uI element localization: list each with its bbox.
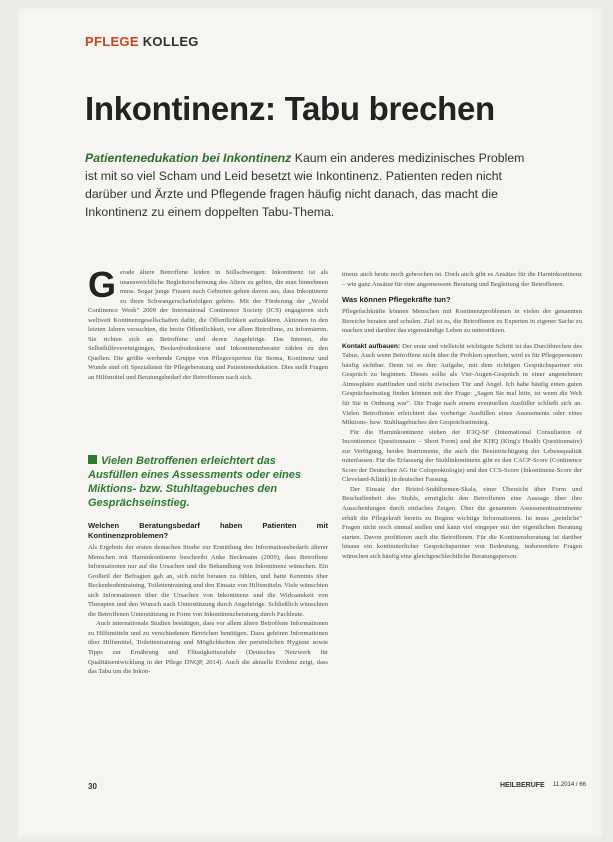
pull-quote-text: Vielen Betroffenen erleichtert das Ausfüllen eines Assessments oder eines Miktions- bzw. Stuhltagebuches den Gesprächseinstieg. <box>88 455 301 509</box>
right-paragraph-4: Der Einsatz der Bristol-Stuhlformen-Skala, einer Übersicht über Form und Beschaffenheit des Stuhls, ermöglicht den Betroffenen eine Aussage über ihre Ausscheidungen durch einfaches Zeigen. Über die genannten Assessmentinstrumente erhält die Pflegekraft bereits zu Beginn wichtige Informationen. Ist muss „peinliche" Fragen nicht noch einmal stellen und kann viel eingeper mit der eigentlichen Beratung starten. Davon profitieren auch die Betroffenen. Für die Kontinenzberatung ist darüber hinaus ein kontinuierlicher Gesprächspartner von Bedeutung, insbesondere Fragen wünschen sich häufig eine gleichgeschlechtliche Beratungsperson. <box>342 485 582 560</box>
right-subhead: Was können Pflegekräfte tun? <box>342 295 451 305</box>
lead-kicker: Patientenedukation bei Inkontinenz <box>85 151 292 165</box>
article-lead <box>85 149 535 221</box>
left-paragraph-2: Auch internationale Studien bestätigen, dass vor allem ältere Betroffene Informationen zu Hilfsmitteln und zu verschiedenen Bereichen benötigen. Dazu gehören Informationen über Hilfsmittel, Toilettentraining und Möglichkeiten der persönlichen Hygiene sowie Tipps zur Ernährung und Flüssigkeitszufuhr (Deutsches Netzwerk für Qualitätsentwicklung in der Pflege DNQP, 2014). Auch die aktuelle Evidenz zeigt, dass das Tabu um die Inkon- <box>88 620 328 676</box>
left-subhead: Welchen Beratungsbedarf haben Patienten mit Kontinenzproblemen? <box>88 521 328 540</box>
right-paragraph-1: Pflegefachkräfte können Menschen mit Kontinenzproblemen in vielen der genannten Bereiche beraten und schulen. Ziel ist es, die Betroffenen zu Experten in eigener Sache zu machen und darüber das eigenständige Leben zu unterstützen. <box>342 308 582 335</box>
intro-paragraph: erade ältere Betroffene leiden in Stillschweigen: Inkontinenz ist als unausweichliche Begleiterscheinung des Alters zu gelten, die man hinnehmen muss. Sogar junge Frauen nach Geburten gehen davon aus, dass Inkontinenz zu ihren Schwangerschaftsfolgen gehöre. Mit der Förderung der „World Continence Week" 2009 der International Continence Society (ICS) engagieren sich weltweit Kontinenzgesellschaften dafür, die Öffentlichkeit aufzuklären. Aktionen in den letzten Jahren versuchten, die breite Öffentlichkeit, vor allem Betroffene, zu informieren. Sie richten sich an Betroffene und deren Angehörige. Das Internet, die Selbsthilfevereinigungen, Beckenbodenkurse und Inkontinenzberater zählen zu den Quellen. Die größte werbende Gruppe von Pflegeexperten für Stoma, Kontinenz und Wunde sind oft Spezialisten für Pflegeberatung und Patientenedukation. Dies stellt Fragen an Hilfsmittel und Beratungsbedarf der Betroffenen nach sich. <box>88 269 328 382</box>
right-paragraph-2 <box>342 342 582 428</box>
section-rest: KOLLEG <box>142 34 199 49</box>
right-intro: tinenz auch heute noch gebrochen ist. Doch auch gibt es Ansätze für die Harninkontinenz – wie ganz Ansätze für eine angemessene Beratung und Begleitung der Betroffenen. <box>342 271 582 288</box>
right-column <box>342 270 582 778</box>
pull-quote-square-icon <box>88 455 97 464</box>
journal-issue: 11.2014 / 66 <box>553 782 586 788</box>
bold-lead: Kontakt aufbauen: <box>342 342 401 350</box>
section-accent: PFLEGE <box>85 34 139 49</box>
section-header <box>85 34 199 49</box>
page-number: 30 <box>88 782 97 791</box>
drop-cap: G <box>88 268 117 305</box>
left-column-body <box>88 521 328 779</box>
left-paragraph-1: Als Ergebnis der ersten deutschen Studie zur Ermittlung des Informationsbedarfs älterer Menschen mit Harninkontinenz beschreibt Anke Beckmann (2009), dass Betroffene Informationen nur auf die Ursachen und die Behandlung von Inkontinenz wünschen. Ein Großteil der Befragten gab an, sich nicht beraten zu fühlen, und hatte Kenntnis über Beckenbodentraining, Toilettentraining und den Einsatz von Hilfsmitteln. Viele wünschten sich Informationen über die Ursachen von Inkontinenz und die Wirksamkeit von Therapien und den Wunsch nach Unterstützung durch Angehörige. Schließlich wünschten die Betroffenen Unterstützung in Form von Inkontinenzberatung durch Fachleute. <box>88 544 328 618</box>
pull-quote <box>88 454 328 510</box>
article-title: Inkontinenz: Tabu brechen <box>85 90 495 127</box>
lead-text: Kaum ein anderes medizinisches Problem ist mit so viel Scham und Leid besetzt wie Inkontinenz. Patienten reden nicht darüber und Ärzte und Pflegende fragen häufig nicht danach, das macht die Inkontinenz zu einem doppelten Tabu-Thema. <box>85 151 525 219</box>
left-column-intro <box>88 268 328 448</box>
journal-name: HEILBERUFE <box>500 782 545 789</box>
right-paragraph-2-text: Der erste und vielleicht wichtigste Schritt ist das Durchbrechen des Tabus. Auch wenn Betroffene nicht über ihr Problem sprechen, wird es für Pflegepersonen häufig sichtbar. Denn ist es ihre Aufgabe, mit dem richtigen Gesprächspartner ein Gespräch zu beginnen. Dieses sollte als Vier-Augen-Gespräch in einer angenehmen Atmosphäre stattfinden und nicht zwischen Tür und Angel. Ich habe häufig einen guten Gesprächseinstieg finden können mit der Frage: „Sagen Sie mal bitte, ist wenn die Welt für Sie in Ordnung war". Die Frage nach einem eventuellen Ausfüller schließt sich an. Vielen Betroffenen erleichtert das vorherige Ausfüllen eines Assessments oder eines Miktions- bzw. Stuhltagebuches den Gesprächseinstieg. <box>342 342 582 427</box>
right-paragraph-3: Für die Harninkontinenz stehen der ICIQ-SF (International Consultation of Incontinence Questionnaire – Short Form) und der KHQ (King's Health Questionnaire) zur Verfügung, beides Instrumente, die auch die Beeinträchtigung der Lebensqualität miterfassen. Für die Erfassung der Stuhlinkontinenz gibt es den CACP-Score (Continence Score der Deutschen AG für Coloproktologie) und den CCS-Score (Inkontinenz-Score der Cleveland-Klinik) in deutscher Fassung. <box>342 428 582 484</box>
